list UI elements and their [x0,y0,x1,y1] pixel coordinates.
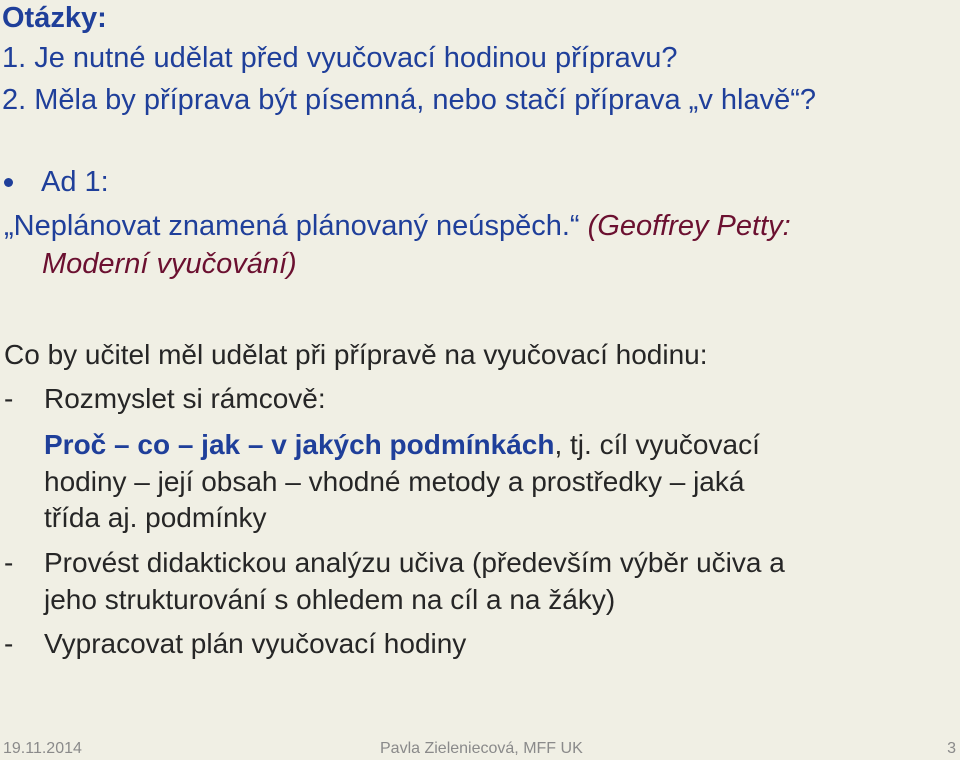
list-item-1-emphasis: Proč – co – jak – v jakých podmínkách [44,429,555,460]
question-2: 2. Měla by příprava být písemná, nebo stačí příprava „v hlavě“? [2,84,817,116]
list-item-1-line2: hodiny – její obsah – vhodné metody a prostředky – jaká [44,466,745,497]
bullet-label: Ad 1: [41,166,109,198]
quote [4,208,791,244]
footer-date: 19.11.2014 [3,740,82,757]
footer-author: Pavla Zieleniecová, MFF UK [380,740,583,757]
quote-source-1: (Geoffrey Petty: [587,210,791,242]
quote-source-2: Moderní vyučování) [42,248,297,280]
list-dash: - [4,547,14,578]
list-item-3-text: Vypracovat plán vyučovací hodiny [44,628,467,659]
list-item-1-text: Rozmyslet si rámcově: [44,383,326,414]
list-dash: - [4,628,14,659]
question-1: 1. Je nutné udělat před vyučovací hodinou přípravu? [2,42,678,74]
footer-page-number: 3 [947,740,956,757]
footer [0,738,960,760]
bullet-dot-icon [4,178,13,187]
body-intro: Co by učitel měl udělat při přípravě na vyučovací hodinu: [4,339,708,370]
list-dash: - [4,383,14,414]
list-item-2-line2: jeho strukturování s ohledem na cíl a na žáky) [44,584,616,615]
list-item-2-line1: Provést didaktickou analýzu učiva (především výběr učiva a [44,547,785,578]
list-item-1-rest: , tj. cíl vyučovací [554,429,760,460]
list-item-1-line3: třída aj. podmínky [44,502,267,533]
quote-text: „Neplánovat znamená plánovaný neúspěch.“ [4,210,580,242]
list-item-1-line1 [44,428,760,462]
slide-title: Otázky: [2,2,107,34]
